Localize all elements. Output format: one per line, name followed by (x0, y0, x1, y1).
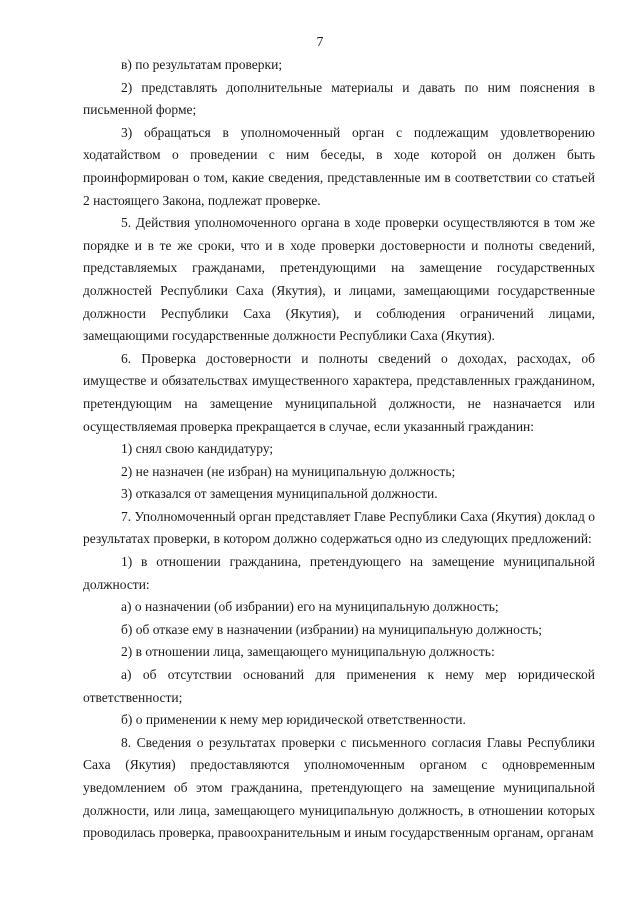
paragraph: а) о назначении (об избрании) его на муниципальную должность; (121, 599, 499, 615)
paragraph: 5. Действия уполномоченного органа в ходе проверки осуществляются в том же порядке и в те же сроки, что и в ходе проверки достоверности и полноты сведений, представляемых гражданами, претендующими на замещение государственных должностей Республики Саха (Якутия), и лицами, замещающими государственные должности Республики Саха (Якутия), и соблюдения ограничений лицами, замещающими государственные должности Республики Саха (Якутия). (83, 215, 595, 344)
paragraph: 2) не назначен (не избран) на муниципальную должность; (121, 463, 456, 479)
paragraph: 6. Проверка достоверности и полноты сведений о доходах, расходах, об имуществе и обязательствах имущественного характера, представленных гражданином, претендующим на замещение муниципальной должности, не назначается или осуществляемая проверка прекращается в случае, если указанный гражданин: (83, 350, 595, 434)
paragraph: б) о применении к нему мер юридической ответственности. (121, 712, 466, 728)
paragraph: в) по результатам проверки; (121, 57, 283, 72)
page-number: 7 (316, 34, 324, 49)
paragraph: 1) в отношении гражданина, претендующего на замещение муниципальной должности: (83, 554, 595, 592)
paragraph: 3) отказался от замещения муниципальной должности. (121, 486, 438, 502)
paragraph: б) об отказе ему в назначении (избрании) на муниципальную должность; (121, 621, 542, 637)
paragraph: а) об отсутствии оснований для применения к нему мер юридической ответственности; (83, 667, 595, 705)
paragraph: 3) обращаться в уполномоченный орган с подлежащим удовлетворению ходатайством о проведении с ним беседы, в ходе которой он должен быть проинформирован о том, какие сведения, представленные им в соответствии со статьей 2 настоящего Закона, подлежат проверке. (83, 124, 595, 208)
paragraph: 1) снял свою кандидатуру; (121, 441, 274, 457)
paragraph: 8. Сведения о результатах проверки с письменного согласия Главы Республики Саха (Якутия) предоставляются уполномоченным органом с одновременным уведомлением об этом гражданина, претендующего на замещение муниципальной должности, или лица, замещающего муниципальную должность, в отношении которых проводилась проверка, правоохранительным и иным государственным органам, органам (83, 734, 595, 841)
document-body (83, 54, 595, 845)
paragraph: 7. Уполномоченный орган представляет Главе Республики Саха (Якутия) доклад о результатах проверки, в котором должно содержаться одно из следующих предложений: (83, 508, 595, 547)
paragraph: 2) в отношении лица, замещающего муниципальную должность: (121, 644, 495, 660)
paragraph: 2) представлять дополнительные материалы и давать по ним пояснения в письменной форме; (83, 79, 595, 118)
